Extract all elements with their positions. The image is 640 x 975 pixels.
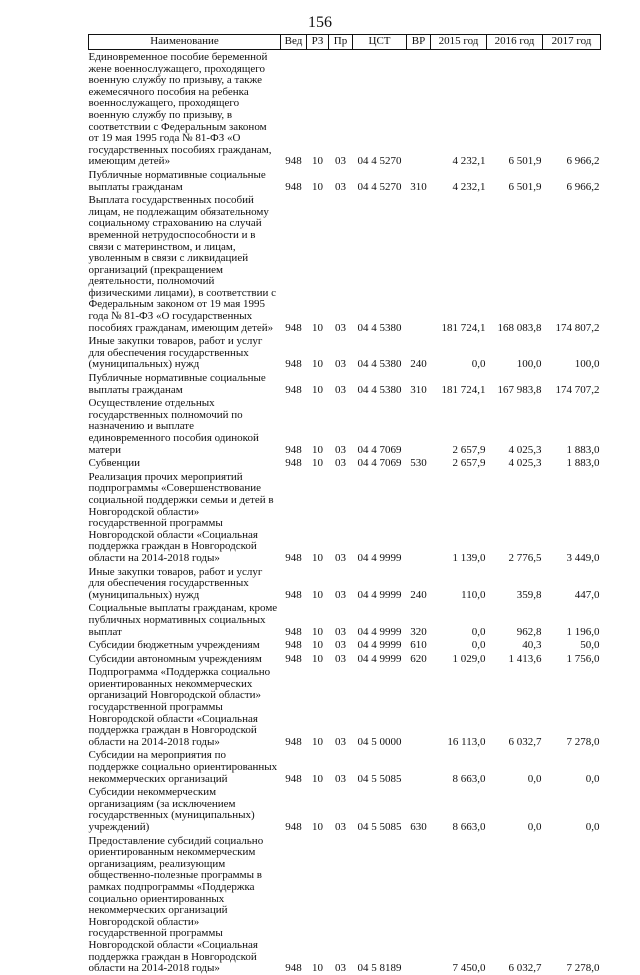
row-ved: 948 <box>285 551 302 564</box>
row-pr: 03 <box>335 588 346 601</box>
row-ved: 948 <box>285 588 302 601</box>
row-amount-2015: 1 139,0 <box>452 551 486 564</box>
row-vr: 620 <box>410 652 427 665</box>
row-amount-2016: 6 032,7 <box>508 962 542 975</box>
row-name: Иные закупки товаров, работ и услуг для обеспечения государственных (муниципальных) нужд <box>88 565 263 601</box>
row-name: Субсидии на мероприятия по поддержке социально ориентированных некоммерческих организаций <box>88 749 278 785</box>
row-amount-2016: 6 501,9 <box>508 155 542 168</box>
row-amount-2017: 7 278,0 <box>566 962 600 975</box>
row-vr: 630 <box>410 821 427 833</box>
row-name: Осуществление отдельных государственных полномочий по назначению и выплате единовременного пособия одинокой матери <box>88 397 259 456</box>
row-pr: 03 <box>335 962 346 975</box>
page-number: 156 <box>308 14 332 31</box>
row-vr <box>407 470 431 565</box>
row-amount-2015: 110,0 <box>461 588 486 601</box>
column-header-rz: РЗ <box>307 35 329 50</box>
row-name: Социальные выплаты гражданам, кроме публичных нормативных социальных выплат <box>88 602 278 638</box>
table-row <box>89 50 601 168</box>
row-rz: 10 <box>312 383 323 396</box>
row-name: Субсидии некоммерческим организациям (за исключением государственных (муниципальных) учреждений) <box>88 786 255 833</box>
row-cst: 04 4 5380 <box>357 321 402 334</box>
row-ved: 948 <box>285 155 302 168</box>
row-cst: 04 4 5380 <box>357 358 402 371</box>
row-cst: 04 4 5270 <box>357 155 402 168</box>
table-body <box>89 50 601 975</box>
row-rz: 10 <box>312 652 323 665</box>
row-rz: 10 <box>312 588 323 601</box>
row-cst: 04 4 7069 <box>357 443 402 456</box>
row-amount-2015: 8 663,0 <box>452 821 486 833</box>
table-row <box>89 601 601 638</box>
row-amount-2015: 1 029,0 <box>452 652 486 665</box>
row-cst: 04 5 5085 <box>357 821 402 833</box>
column-header-2015: 2015 год <box>431 35 487 50</box>
row-ved: 948 <box>285 652 302 665</box>
row-vr <box>407 748 431 785</box>
row-rz: 10 <box>312 321 323 334</box>
row-name: Публичные нормативные социальные выплаты гражданам <box>88 372 266 396</box>
row-name: Субвенции <box>88 457 141 470</box>
row-amount-2016: 962,8 <box>516 625 542 638</box>
row-amount-2017: 174 707,2 <box>555 383 600 396</box>
row-pr: 03 <box>335 383 346 396</box>
row-vr: 240 <box>410 588 427 601</box>
row-amount-2017: 1 883,0 <box>566 457 600 470</box>
row-amount-2015: 181 724,1 <box>441 383 486 396</box>
table-header-row <box>89 35 601 50</box>
row-ved: 948 <box>285 625 302 638</box>
row-vr: 320 <box>410 625 427 638</box>
row-amount-2017: 1 196,0 <box>566 625 600 638</box>
row-cst: 04 4 5270 <box>357 180 402 193</box>
row-amount-2016: 168 083,8 <box>497 321 542 334</box>
row-ved: 948 <box>285 821 302 833</box>
column-header-vr: ВР <box>407 35 431 50</box>
row-amount-2017: 7 278,0 <box>566 735 600 748</box>
row-cst: 04 4 9999 <box>357 639 402 652</box>
row-cst: 04 4 9999 <box>357 551 402 564</box>
row-pr: 03 <box>335 443 346 456</box>
row-name: Публичные нормативные социальные выплаты гражданам <box>88 168 266 193</box>
row-rz: 10 <box>312 358 323 371</box>
row-rz: 10 <box>312 180 323 193</box>
row-rz: 10 <box>312 155 323 168</box>
row-ved: 948 <box>285 443 302 456</box>
row-pr: 03 <box>335 358 346 371</box>
column-header-2017: 2017 год <box>543 35 601 50</box>
row-name: Выплата государственных пособий лицам, не подлежащим обязательному социальному страхованию на случай временной нетрудоспособности и в связи с материнством, и лицам, уволенным в связи с ликвидацией организаций (прекращением деятельности, полномочий физическими лицами), в соответствии с Федеральным законом от 19 мая 1995 года № 81-ФЗ «О государственных пособиях гражданам, имеющим детей» <box>88 194 277 334</box>
row-pr: 03 <box>335 735 346 748</box>
table-row <box>89 748 601 785</box>
row-cst: 04 4 9999 <box>357 652 402 665</box>
row-amount-2015: 4 232,1 <box>452 155 486 168</box>
row-pr: 03 <box>335 821 346 833</box>
row-pr: 03 <box>335 652 346 665</box>
row-vr: 310 <box>410 383 427 396</box>
row-amount-2017: 0,0 <box>585 821 600 833</box>
table-row <box>89 638 601 652</box>
row-amount-2016: 2 776,5 <box>508 551 542 564</box>
row-amount-2017: 447,0 <box>574 588 600 601</box>
row-amount-2016: 0,0 <box>527 821 542 833</box>
row-amount-2017: 1 883,0 <box>566 443 600 456</box>
row-vr <box>407 193 431 334</box>
table-row <box>89 652 601 666</box>
row-amount-2015: 7 450,0 <box>452 962 486 975</box>
row-rz: 10 <box>312 962 323 975</box>
row-amount-2015: 2 657,9 <box>452 443 486 456</box>
row-amount-2016: 4 025,3 <box>508 457 542 470</box>
row-rz: 10 <box>312 639 323 652</box>
row-amount-2016: 359,8 <box>516 588 542 601</box>
row-amount-2015: 16 113,0 <box>447 735 486 748</box>
row-ved: 948 <box>285 457 302 470</box>
row-amount-2017: 1 756,0 <box>566 652 600 665</box>
row-pr: 03 <box>335 321 346 334</box>
row-amount-2017: 0,0 <box>585 772 600 785</box>
row-amount-2017: 3 449,0 <box>566 551 600 564</box>
row-amount-2015: 4 232,1 <box>452 180 486 193</box>
row-amount-2016: 4 025,3 <box>508 443 542 456</box>
table-row <box>89 470 601 565</box>
row-vr: 610 <box>410 639 427 652</box>
row-amount-2016: 167 983,8 <box>497 383 542 396</box>
column-header-2016: 2016 год <box>487 35 543 50</box>
table-row <box>89 785 601 833</box>
row-ved: 948 <box>285 962 302 975</box>
table-row <box>89 334 601 371</box>
row-name: Предоставление субсидий социально ориентированным некоммерческим организациям, реализующим общественно-полезные программы в рамках подпрограммы «Поддержка социально ориентированных некоммерческих организаций Новгородской области» государственной программы Новгородской области «Социальная поддержка граждан в Новгородской области на 2014-2018 годы» <box>88 834 264 975</box>
row-vr <box>407 834 431 975</box>
row-ved: 948 <box>285 383 302 396</box>
row-vr <box>407 665 431 748</box>
row-cst: 04 4 9999 <box>357 588 402 601</box>
row-amount-2016: 0,0 <box>527 772 542 785</box>
row-amount-2015: 181 724,1 <box>441 321 486 334</box>
row-ved: 948 <box>285 321 302 334</box>
row-vr: 240 <box>410 358 427 371</box>
row-rz: 10 <box>312 821 323 833</box>
row-rz: 10 <box>312 457 323 470</box>
row-vr <box>407 396 431 456</box>
row-rz: 10 <box>312 772 323 785</box>
row-amount-2016: 40,3 <box>522 639 542 652</box>
table-row <box>89 565 601 602</box>
row-name: Единовременное пособие беременной жене военнослужащего, проходящего военную службу по призыву, а также ежемесячного пособия на ребенка военнослужащего, проходящего военную службу по призыву, в соответствии с Федеральным законом от 19 мая 1995 года № 81-ФЗ «О государственных пособиях гражданам, имеющим детей» <box>88 51 272 168</box>
column-header-name: Наименование <box>89 35 281 50</box>
row-pr: 03 <box>335 639 346 652</box>
row-ved: 948 <box>285 772 302 785</box>
row-vr <box>407 50 431 168</box>
row-cst: 04 4 7069 <box>357 457 402 470</box>
row-amount-2017: 6 966,2 <box>566 155 600 168</box>
table-row <box>89 665 601 748</box>
row-ved: 948 <box>285 735 302 748</box>
row-name: Реализация прочих мероприятий подпрограммы «Совершенствование социальной поддержки семьи и детей в Новгородской области» государственной программы Новгородской области «Социальная поддержка граждан в Новгородской области на 2014-2018 годы» <box>88 470 274 564</box>
budget-table <box>88 34 601 975</box>
row-cst: 04 5 5085 <box>357 772 402 785</box>
row-name: Субсидии автономным учреждениям <box>88 652 262 665</box>
row-cst: 04 4 9999 <box>357 625 402 638</box>
column-header-ved: Вед <box>281 35 307 50</box>
row-pr: 03 <box>335 625 346 638</box>
row-amount-2017: 50,0 <box>580 639 600 652</box>
row-rz: 10 <box>312 625 323 638</box>
row-cst: 04 5 0000 <box>357 735 402 748</box>
row-vr: 310 <box>410 180 427 193</box>
row-name: Иные закупки товаров, работ и услуг для обеспечения государственных (муниципальных) нужд <box>88 335 263 371</box>
row-rz: 10 <box>312 443 323 456</box>
table-row <box>89 456 601 470</box>
row-vr: 530 <box>410 457 427 470</box>
row-amount-2015: 2 657,9 <box>452 457 486 470</box>
row-name: Субсидии бюджетным учреждениям <box>88 639 260 652</box>
row-amount-2017: 174 807,2 <box>555 321 600 334</box>
row-amount-2015: 8 663,0 <box>452 772 486 785</box>
row-pr: 03 <box>335 551 346 564</box>
row-amount-2016: 6 501,9 <box>508 180 542 193</box>
table-row <box>89 193 601 334</box>
table-row <box>89 834 601 975</box>
table-row <box>89 168 601 193</box>
row-amount-2017: 100,0 <box>574 358 600 371</box>
row-ved: 948 <box>285 639 302 652</box>
row-cst: 04 4 5380 <box>357 383 402 396</box>
column-header-cst: ЦСТ <box>353 35 407 50</box>
row-rz: 10 <box>312 551 323 564</box>
row-amount-2016: 6 032,7 <box>508 735 542 748</box>
row-amount-2015: 0,0 <box>471 639 486 652</box>
row-ved: 948 <box>285 180 302 193</box>
row-pr: 03 <box>335 180 346 193</box>
row-amount-2015: 0,0 <box>471 625 486 638</box>
row-amount-2016: 1 413,6 <box>508 652 542 665</box>
table-row <box>89 396 601 456</box>
row-amount-2017: 6 966,2 <box>566 180 600 193</box>
row-ved: 948 <box>285 358 302 371</box>
row-amount-2015: 0,0 <box>471 358 486 371</box>
row-pr: 03 <box>335 457 346 470</box>
row-amount-2016: 100,0 <box>516 358 542 371</box>
table-row <box>89 371 601 396</box>
row-pr: 03 <box>335 772 346 785</box>
column-header-pr: Пр <box>329 35 353 50</box>
row-cst: 04 5 8189 <box>357 962 402 975</box>
row-pr: 03 <box>335 155 346 168</box>
row-rz: 10 <box>312 735 323 748</box>
row-name: Подпрограмма «Поддержка социально ориентированных некоммерческих организаций Новгородской области» государственной программы Новгородской области «Социальная поддержка граждан в Новгородской области на 2014-2018 годы» <box>88 666 271 748</box>
